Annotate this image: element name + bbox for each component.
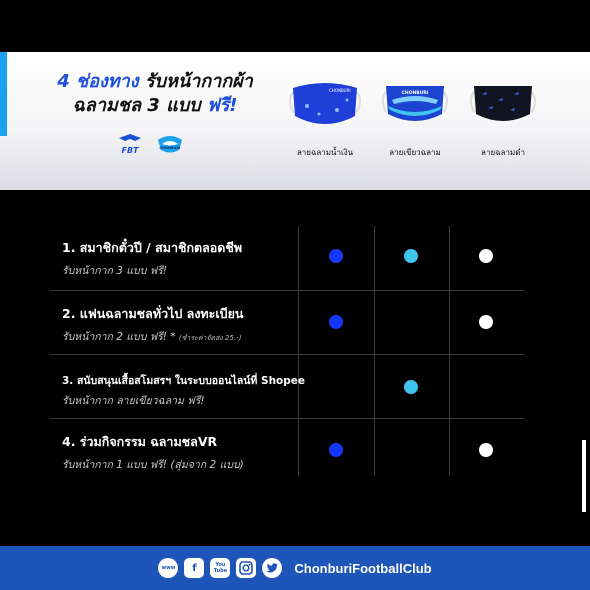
headline <box>40 70 270 118</box>
column-divider-1 <box>298 226 299 476</box>
headline-receive: รับหน้ากากผ้า <box>144 71 253 92</box>
mask-green-shark <box>380 70 450 140</box>
channel-subtitle-text: รับหน้ากาก 2 แบบ ฟรี! * <box>62 331 176 343</box>
sponsor-logos <box>115 132 185 156</box>
headline-masks: ฉลามชล 3 แบบ <box>72 95 201 116</box>
mask-blue-shark <box>285 70 365 140</box>
youtube-icon[interactable]: You Tube <box>210 558 230 578</box>
twitter-icon[interactable] <box>262 558 282 578</box>
channel-subtitle: รับหน้ากาก ลายเขียวฉลาม ฟรี! <box>62 395 205 407</box>
channel-title: 4. ร่วมกิจกรรม ฉลามชลVR <box>62 434 218 449</box>
headline-line-2 <box>40 94 270 118</box>
svg-text:CHONBURI: CHONBURI <box>401 91 429 96</box>
channel-subtitle: รับหน้ากาก 1 แบบ ฟรี! (สุ่มจาก 2 แบบ) <box>62 459 244 471</box>
footer-bar <box>0 546 590 590</box>
dot-black-row-4 <box>479 443 493 457</box>
row-divider-1 <box>50 290 524 291</box>
channel-subtitle: รับหน้ากาก 3 แบบ ฟรี! <box>62 265 167 277</box>
dot-green-row-1 <box>404 249 418 263</box>
green-shark-mask-image <box>380 70 450 140</box>
facebook-icon[interactable]: f <box>184 558 204 578</box>
fbt-logo <box>115 132 145 156</box>
channel-title: 1. สมาชิกตั๋วปี / สมาชิกตลอดชีพ <box>62 240 243 255</box>
dot-black-row-2 <box>479 315 493 329</box>
black-shark-mask-image <box>468 70 538 140</box>
mask-black-shark <box>468 70 538 140</box>
dot-green-row-3 <box>404 380 418 394</box>
mask-label-blue: ลายฉลามน้ำเงิน <box>296 148 354 157</box>
instagram-icon[interactable] <box>236 558 256 578</box>
promo-banner <box>0 52 590 190</box>
shipping-note: (ชำระค่าจัดส่ง 25.-) <box>178 334 242 342</box>
dot-blue-row-2 <box>329 315 343 329</box>
blue-shark-mask-image <box>285 70 365 140</box>
dot-black-row-1 <box>479 249 493 263</box>
headline-line-1 <box>40 70 270 94</box>
web-icon[interactable]: www <box>158 558 178 578</box>
svg-text:CHONBURI: CHONBURI <box>159 146 181 150</box>
channel-title: 3. สนับสนุนเสื้อสโมสรฯ ในระบบออนไลน์ที่ Shopee <box>62 375 306 387</box>
column-divider-2 <box>374 226 375 476</box>
headline-free: ฟรี! <box>206 95 238 116</box>
mask-label-green: ลายเขียวฉลาม <box>389 148 441 157</box>
svg-text:CHONBURI: CHONBURI <box>329 88 351 93</box>
row-divider-2 <box>50 354 524 355</box>
svg-text:FBT: FBT <box>121 146 139 155</box>
column-divider-3 <box>449 226 450 476</box>
chonburi-club-logo <box>155 132 185 156</box>
channel-title: 2. แฟนฉลามชลทั่วไป ลงทะเบียน <box>62 306 244 321</box>
mask-label-black: ลายฉลามดำ <box>481 148 525 157</box>
right-accent-bar <box>582 440 586 512</box>
channel-subtitle <box>62 328 241 345</box>
headline-channels: 4 ช่องทาง <box>57 71 139 92</box>
dot-blue-row-4 <box>329 443 343 457</box>
dot-blue-row-1 <box>329 249 343 263</box>
footer-handle[interactable]: ChonburiFootballClub <box>294 560 432 576</box>
top-strip <box>0 0 590 52</box>
row-divider-3 <box>50 418 524 419</box>
banner-accent-bar <box>0 52 7 136</box>
